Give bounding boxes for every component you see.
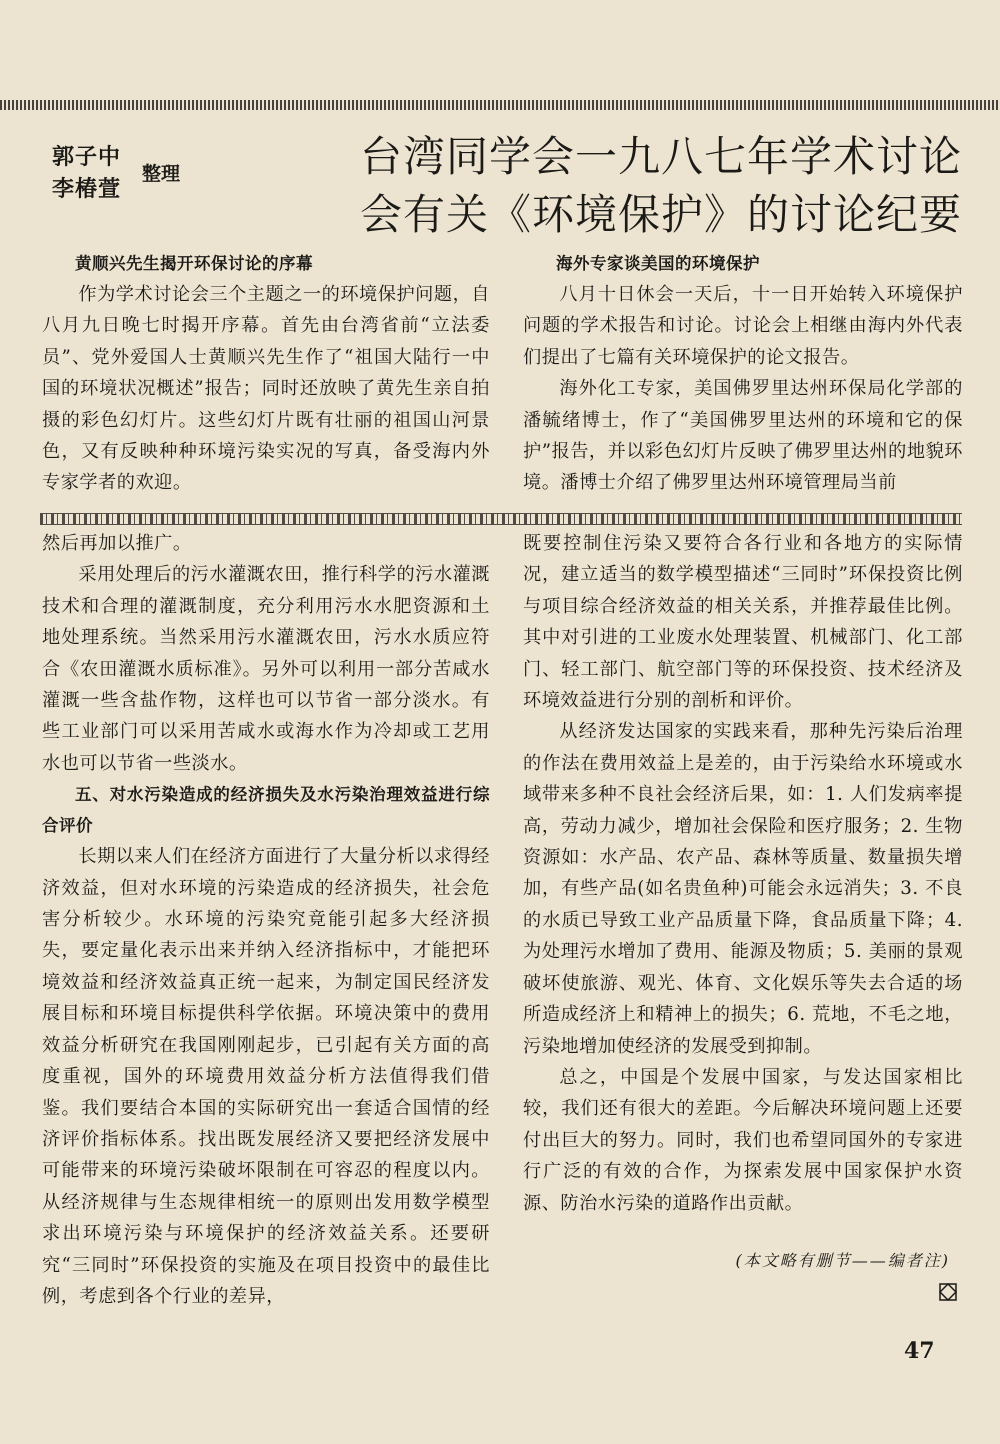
editor-role: 整理: [142, 163, 181, 185]
top-decorative-border: [0, 100, 1000, 110]
author-name: 李椿萱: [52, 177, 122, 202]
column-bottom-left: [42, 528, 490, 1312]
section-heading: 五、对水污染造成的经济损失及水污染治理效益进行综合评价: [42, 785, 490, 836]
paragraph: 作为学术讨论会三个主题之一的环境保护问题，自八月九日晚七时揭开序幕。首先由台湾省前“立法委员”、党外爱国人士黄顺兴先生作了“祖国大陆行一中国的环境状况概述”报告；同时还放映了黄先生亲自拍摄的彩色幻灯片。这些幻灯片既有壮丽的祖国山河景色，又有反映种种环境污染实况的写真，备受海内外专家学者的欢迎。: [42, 284, 490, 494]
column-top-left: [42, 248, 490, 499]
article-title: [322, 128, 962, 244]
editor-note: (本文略有删节——编者注): [735, 1251, 950, 1270]
paragraph: 总之，中国是个发展中国家，与发达国家相比较，我们还有很大的差距。今后解决环境问题上还要付出巨大的努力。同时，我们也希望同国外的专家进行广泛的有效的合作，为探索发展中国家保护水资源、防治水污染的道路作出贡献。: [523, 1066, 963, 1214]
paragraph: 然后再加以推广。: [42, 533, 192, 554]
paragraph: 海外化工专家，美国佛罗里达州环保局化学部的潘毓绪博士，作了“美国佛罗里达州的环境和它的保护”报告，并以彩色幻灯片反映了佛罗里达州的地貌环境。潘博士介绍了佛罗里达州环境管理局当前: [523, 378, 963, 494]
section-heading: 海外专家谈美国的环境保护: [556, 254, 760, 273]
paragraph: 既要控制住污染又要符合各行业和各地方的实际情况，建立适当的数学模型描述“三同时”环保投资比例与项目综合经济效益的相关关系，并推荐最佳比例。其中对引进的工业废水处理装置、机械部门、化工部门、轻工部门、航空部门等的环保投资、技术经济及环境效益进行分别的剖析和评价。: [523, 533, 963, 712]
paragraph: 采用处理后的污水灌溉农田，推行科学的污水灌溉技术和合理的灌溉制度，充分利用污水水肥资源和土地处理系统。当然采用污水灌溉农田，污水水质应符合《农田灌溉水质标准》。另外可以利用一部分苦咸水灌溉一些含盐作物，这样也可以节省一部分淡水。有些工业部门可以采用苦咸水或海水作为冷却或工艺用水也可以节省一些淡水。: [42, 564, 490, 774]
author-names: [52, 142, 121, 206]
section-heading: 黄顺兴先生揭开环保讨论的序幕: [75, 254, 313, 273]
end-mark-icon: [938, 1282, 958, 1302]
paragraph: 八月十日休会一天后，十一日开始转入环境保护问题的学术报告和讨论。讨论会上相继由海内外代表们提出了七篇有关环境保护的论文报告。: [523, 284, 963, 368]
title-line: 会有关《环境保护》的讨论纪要: [359, 190, 962, 239]
ornamental-divider: [40, 513, 962, 525]
byline: [52, 142, 181, 206]
paragraph: 从经济发达国家的实践来看，那种先污染后治理的作法在费用效益上是差的，由于污染给水环境或水域带来多种不良社会经济后果，如：1. 人们发病率提高，劳动力减少，增加社会保险和医疗服务；2. 生物资源如：水产品、农产品、森林等质量、数量损失增加，有些产品(如名贵鱼种)可能会永远消失；3. 不良的水质已导致工业产品质量下降，食品质量下降；4. 为处理污水增加了费用、能源及物质；5. 美丽的景观破坏使旅游、观光、体育、文化娱乐等失去合适的场所造成经济上和精神上的损失；6. 荒地，不毛之地，污染地增加使经济的发展受到抑制。: [523, 721, 963, 1057]
column-bottom-right: [523, 528, 963, 1219]
paragraph: 长期以来人们在经济方面进行了大量分析以求得经济效益，但对水环境的污染造成的经济损失，社会危害分析较少。水环境的污染究竟能引起多大经济损失，要定量化表示出来并纳入经济指标中，才能把环境效益和经济效益真正统一起来，为制定国民经济发展目标和环境目标提供科学依据。环境决策中的费用效益分析研究在我国刚刚起步，已引起有关方面的高度重视，国外的环境费用效益分析方法值得我们借鉴。我们要结合本国的实际研究出一套适合国情的经济评价指标体系。找出既发展经济又要把经济发展中可能带来的环境污染破坏限制在可容忍的程度以内。从经济规律与生态规律相统一的原则出发用数学模型求出环境污染与环境保护的经济效益关系。还要研究“三同时”环保投资的实施及在项目投资中的最佳比例，考虑到各个行业的差异，: [42, 846, 490, 1307]
column-top-right: [523, 248, 963, 499]
title-line: 台湾同学会一九八七年学术讨论: [359, 132, 962, 181]
author-name: 郭子中: [52, 145, 122, 170]
page-number: 47: [904, 1338, 935, 1364]
